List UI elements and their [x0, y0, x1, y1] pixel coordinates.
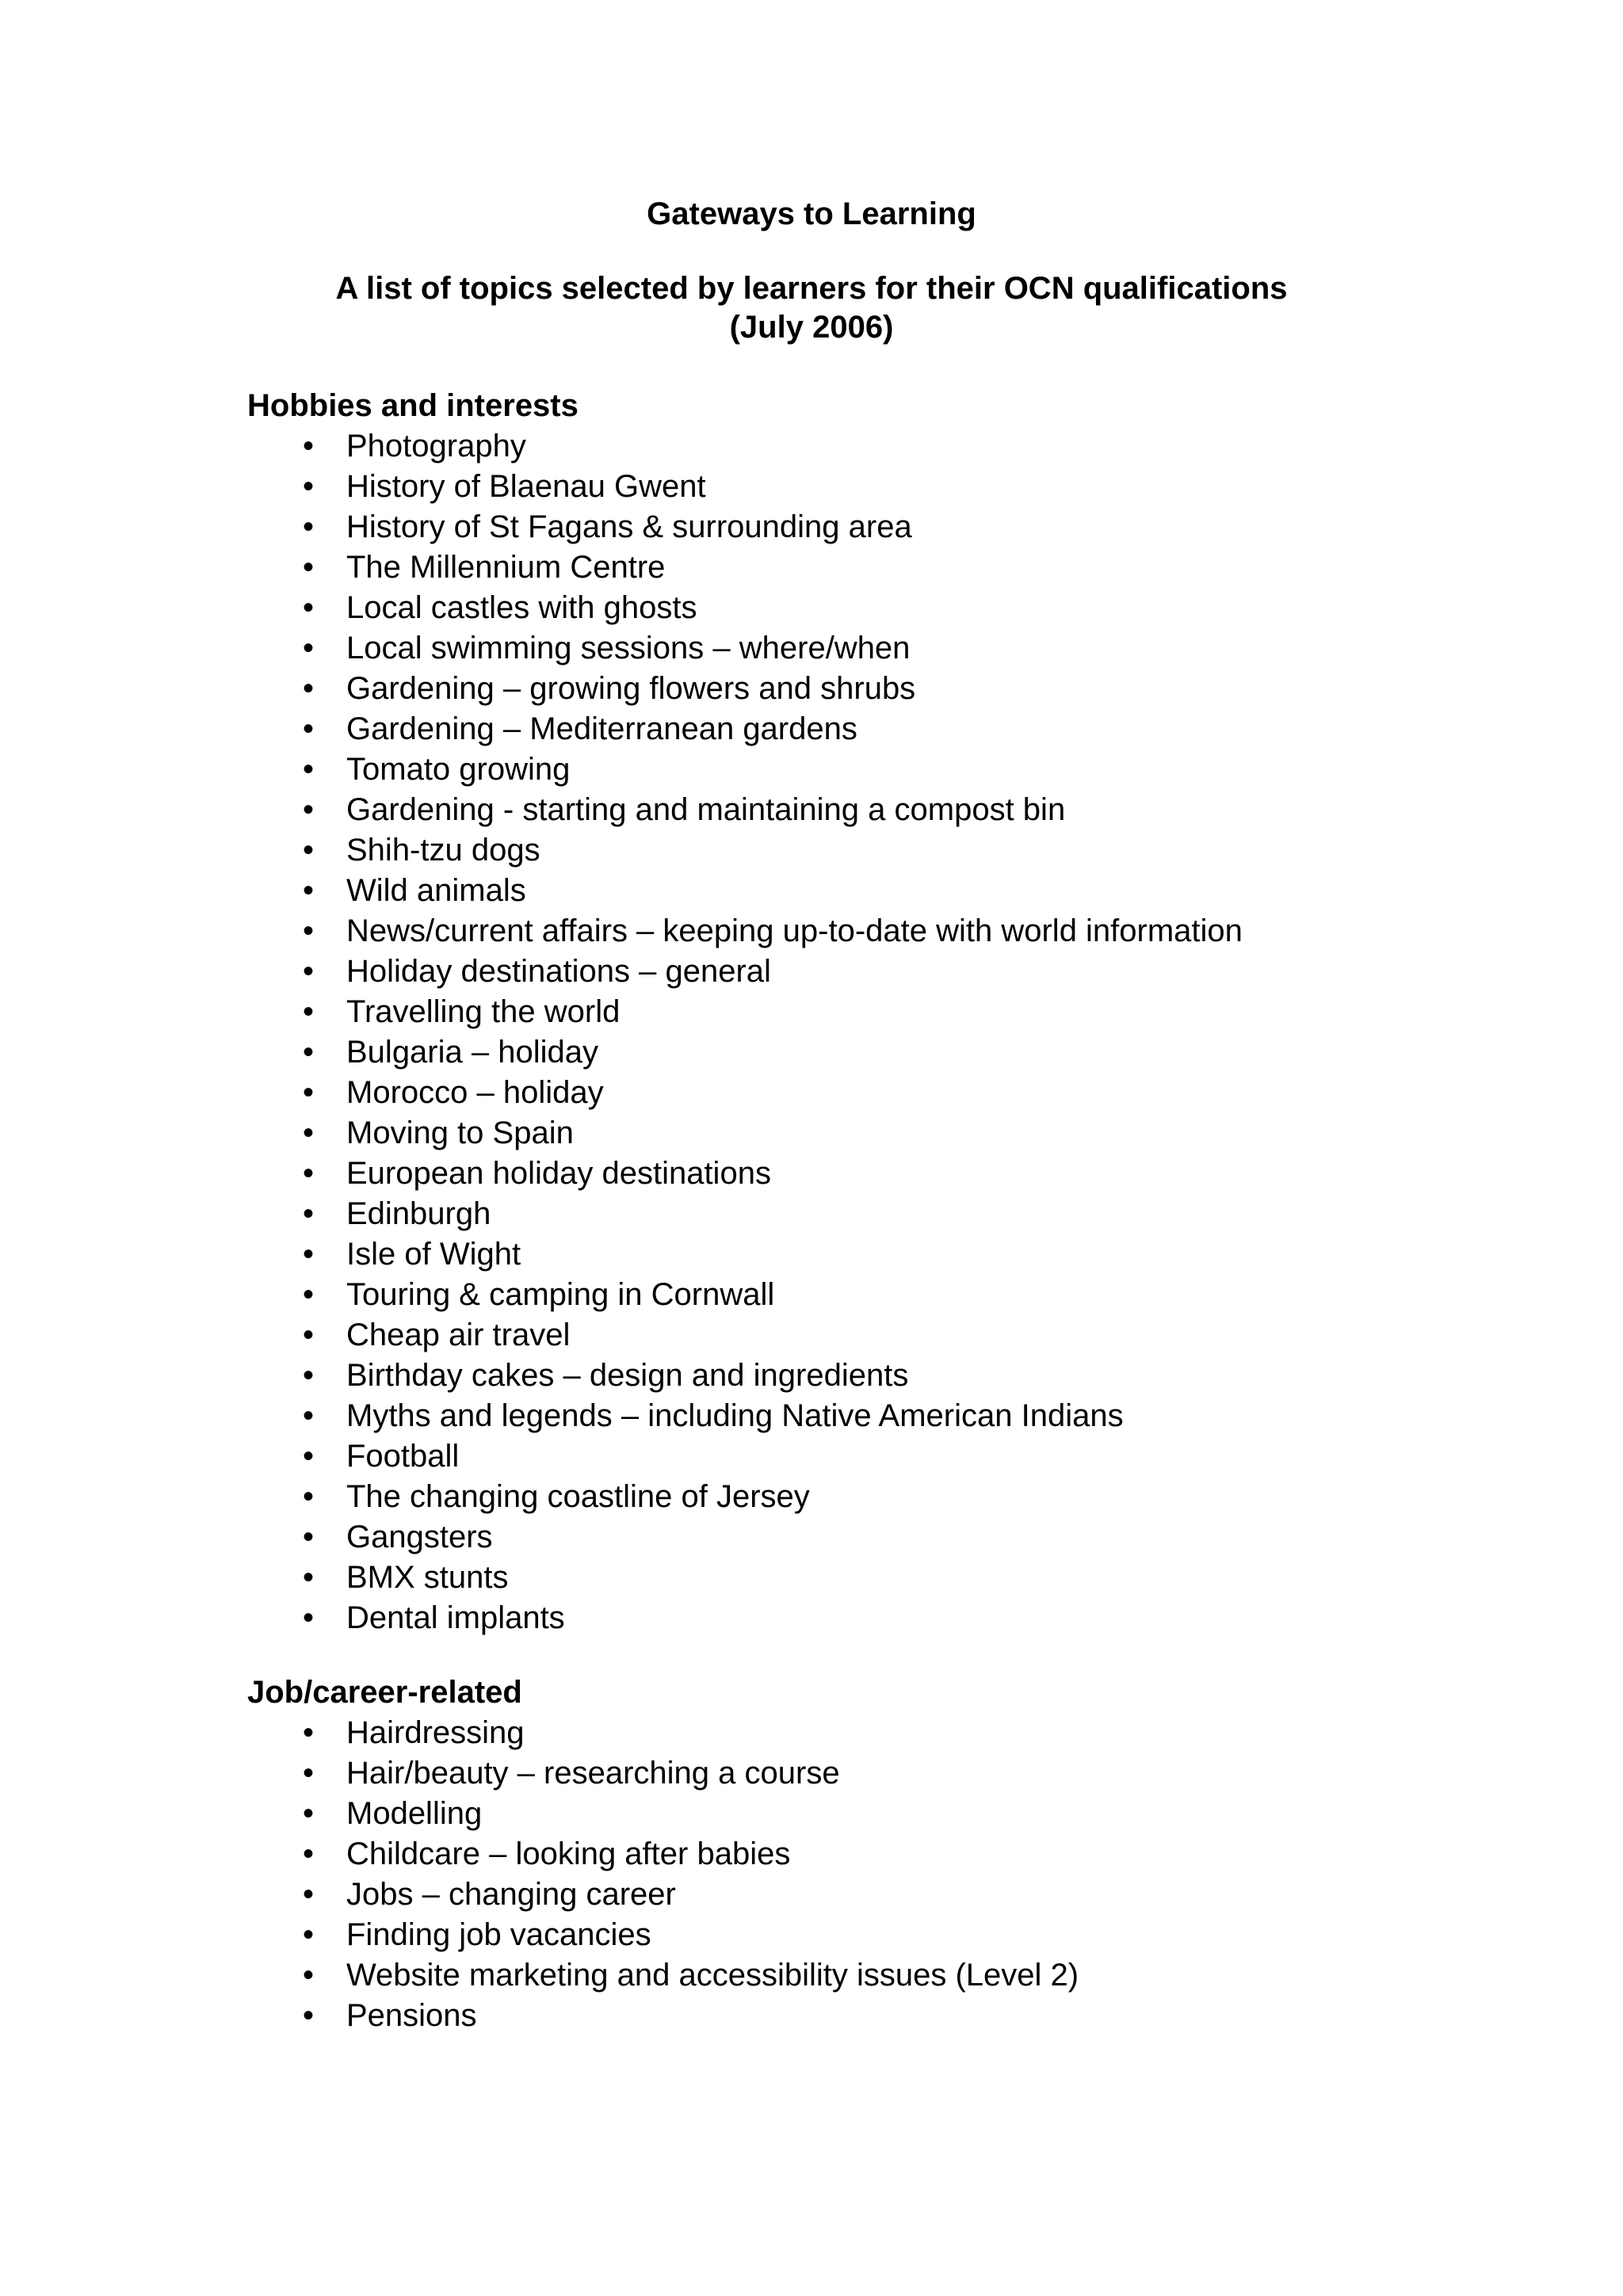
list-item-text: Photography	[346, 429, 526, 463]
list-item-text: Pensions	[346, 1998, 477, 2033]
list-item	[247, 1794, 1594, 1834]
list-item-text: Bulgaria – holiday	[346, 1035, 598, 1070]
list-item	[247, 1154, 1594, 1194]
document-title: Gateways to Learning	[647, 196, 976, 231]
topic-list	[247, 1713, 1594, 2036]
list-item	[247, 1713, 1594, 1753]
bullet-icon: •	[302, 590, 314, 625]
bullet-icon: •	[302, 1237, 314, 1272]
bullet-icon: •	[302, 509, 314, 544]
list-item-text: Myths and legends – including Native American Indians	[346, 1398, 1124, 1433]
list-item	[247, 628, 1594, 669]
list-item-text: Tomato growing	[346, 752, 571, 787]
bullet-icon: •	[302, 1756, 314, 1791]
list-item-text: Birthday cakes – design and ingredients	[346, 1358, 909, 1393]
list-item-text: Gardening - starting and maintaining a compost bin	[346, 792, 1066, 827]
list-item-text: Hairdressing	[346, 1715, 525, 1750]
list-item-text: Hair/beauty – researching a course	[346, 1756, 840, 1791]
bullet-icon: •	[302, 1877, 314, 1912]
bullet-icon: •	[302, 469, 314, 504]
bullet-icon: •	[302, 1398, 314, 1433]
bullet-icon: •	[302, 1116, 314, 1150]
section-heading: Hobbies and interests	[247, 388, 579, 423]
list-item-text: Gardening – Mediterranean gardens	[346, 711, 857, 746]
bullet-icon: •	[302, 1836, 314, 1871]
bullet-icon: •	[302, 1439, 314, 1474]
bullet-icon: •	[302, 1358, 314, 1393]
list-item-text: Wild animals	[346, 873, 526, 908]
list-item	[247, 669, 1594, 709]
list-item	[247, 749, 1594, 790]
list-item	[247, 1753, 1594, 1794]
list-item	[247, 547, 1594, 588]
list-item-text: Modelling	[346, 1796, 483, 1831]
bullet-icon: •	[302, 1560, 314, 1595]
bullet-icon: •	[302, 1156, 314, 1191]
list-item	[247, 1275, 1594, 1315]
list-item-text: Moving to Spain	[346, 1116, 574, 1150]
list-item-text: Dental implants	[346, 1600, 565, 1635]
bullet-icon: •	[302, 1318, 314, 1352]
list-item	[247, 1234, 1594, 1275]
list-item	[247, 1436, 1594, 1477]
bullet-icon: •	[302, 550, 314, 585]
list-item	[247, 1955, 1594, 1996]
list-item-text: Website marketing and accessibility issues (Level 2)	[346, 1958, 1079, 1993]
list-item-text: News/current affairs – keeping up-to-date with world information	[346, 913, 1243, 948]
section-heading: Job/career-related	[247, 1675, 522, 1710]
list-item-text: Cheap air travel	[346, 1318, 571, 1352]
list-item	[247, 952, 1594, 992]
list-item	[247, 790, 1594, 830]
list-item-text: Gangsters	[346, 1520, 493, 1554]
bullet-icon: •	[302, 752, 314, 787]
list-item-text: Local swimming sessions – where/when	[346, 631, 911, 666]
list-item-text: Holiday destinations – general	[346, 954, 771, 989]
list-item-text: Isle of Wight	[346, 1237, 521, 1272]
list-item	[247, 1073, 1594, 1113]
bullet-icon: •	[302, 1277, 314, 1312]
bullet-icon: •	[302, 792, 314, 827]
list-item-text: Gardening – growing flowers and shrubs	[346, 671, 916, 706]
list-item-text: Jobs – changing career	[346, 1877, 676, 1912]
list-item-text: Shih-tzu dogs	[346, 833, 540, 868]
bullet-icon: •	[302, 833, 314, 868]
section-job-career-related	[247, 1672, 1594, 2036]
list-item	[247, 1558, 1594, 1598]
bullet-icon: •	[302, 1075, 314, 1110]
bullet-icon: •	[302, 671, 314, 706]
list-item-text: Edinburgh	[346, 1196, 491, 1231]
list-item	[247, 1032, 1594, 1073]
bullet-icon: •	[302, 1958, 314, 1993]
bullet-icon: •	[302, 711, 314, 746]
bullet-icon: •	[302, 1600, 314, 1635]
list-item	[247, 1315, 1594, 1356]
bullet-icon: •	[302, 631, 314, 666]
list-item	[247, 1915, 1594, 1955]
subtitle-line-2: (July 2006)	[729, 310, 894, 345]
bullet-icon: •	[302, 1196, 314, 1231]
list-item	[247, 992, 1594, 1032]
list-item	[247, 1194, 1594, 1234]
section-hobbies-and-interests	[247, 386, 1594, 1638]
list-item-text: Local castles with ghosts	[346, 590, 697, 625]
document-subtitle	[0, 269, 1623, 347]
list-item	[247, 830, 1594, 871]
list-item	[247, 1598, 1594, 1638]
list-item-text: European holiday destinations	[346, 1156, 771, 1191]
list-item	[247, 507, 1594, 547]
list-item-text: History of Blaenau Gwent	[346, 469, 706, 504]
list-item	[247, 1834, 1594, 1875]
list-item-text: The changing coastline of Jersey	[346, 1479, 810, 1514]
list-item	[247, 426, 1594, 467]
topic-list	[247, 426, 1594, 1638]
list-item	[247, 588, 1594, 628]
bullet-icon: •	[302, 1796, 314, 1831]
bullet-icon: •	[302, 1035, 314, 1070]
bullet-icon: •	[302, 1917, 314, 1952]
list-item	[247, 1396, 1594, 1436]
list-item	[247, 871, 1594, 911]
list-item-text: BMX stunts	[346, 1560, 509, 1595]
list-item	[247, 1875, 1594, 1915]
list-item-text: Touring & camping in Cornwall	[346, 1277, 775, 1312]
bullet-icon: •	[302, 954, 314, 989]
list-item-text: Childcare – looking after babies	[346, 1836, 791, 1871]
list-item	[247, 1517, 1594, 1558]
list-item	[247, 1996, 1594, 2036]
list-item-text: History of St Fagans & surrounding area	[346, 509, 912, 544]
bullet-icon: •	[302, 913, 314, 948]
bullet-icon: •	[302, 994, 314, 1029]
list-item	[247, 1356, 1594, 1396]
list-item	[247, 709, 1594, 749]
list-item	[247, 911, 1594, 952]
list-item-text: Travelling the world	[346, 994, 621, 1029]
list-item-text: Finding job vacancies	[346, 1917, 651, 1952]
bullet-icon: •	[302, 873, 314, 908]
bullet-icon: •	[302, 1479, 314, 1514]
bullet-icon: •	[302, 429, 314, 463]
list-item-text: Football	[346, 1439, 460, 1474]
list-item	[247, 1113, 1594, 1154]
subtitle-line-1: A list of topics selected by learners for their OCN qualifications	[335, 271, 1288, 306]
bullet-icon: •	[302, 1715, 314, 1750]
list-item	[247, 1477, 1594, 1517]
list-item	[247, 467, 1594, 507]
list-item-text: The Millennium Centre	[346, 550, 666, 585]
bullet-icon: •	[302, 1520, 314, 1554]
list-item-text: Morocco – holiday	[346, 1075, 604, 1110]
bullet-icon: •	[302, 1998, 314, 2033]
